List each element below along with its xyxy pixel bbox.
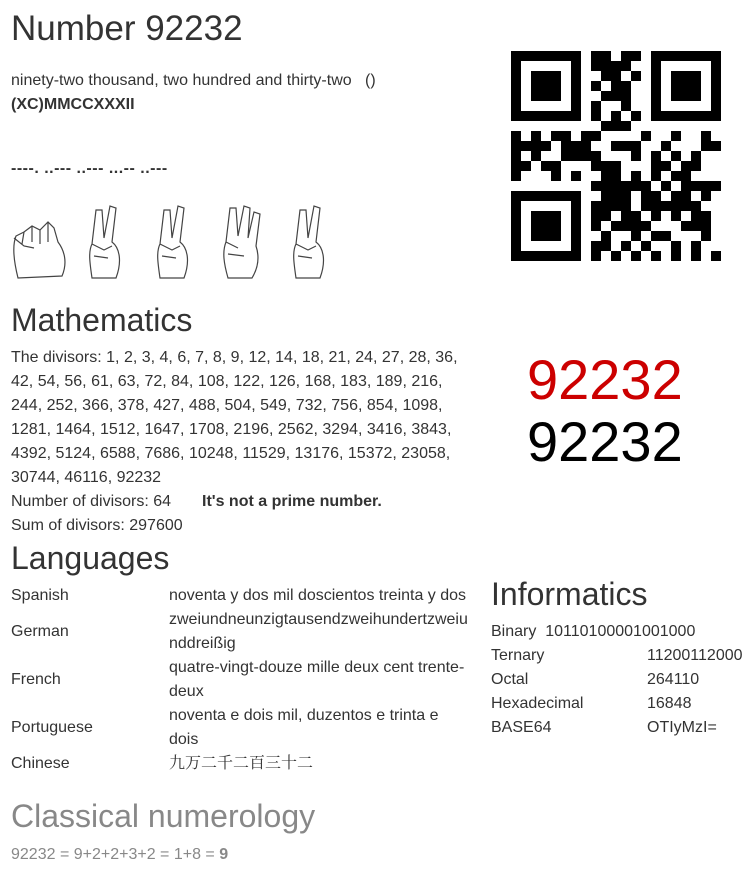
number-display-black: 92232 bbox=[527, 410, 683, 473]
roman-numeral: (XC)MMCCXXXII bbox=[11, 96, 135, 113]
languages-table bbox=[11, 584, 469, 776]
info-key: Octal bbox=[491, 671, 529, 688]
info-value: OTIyMzI= bbox=[647, 719, 717, 736]
page-title: Number 92232 bbox=[11, 9, 243, 48]
sign-language-icons bbox=[10, 202, 330, 282]
num-divisors: Number of divisors: 64 bbox=[11, 493, 172, 510]
numerology-line bbox=[11, 843, 228, 867]
info-key: Ternary bbox=[491, 647, 545, 664]
info-value: 264110 bbox=[647, 671, 700, 688]
language-value: noventa y dos mil doscientos treinta y dos bbox=[169, 587, 467, 604]
language-value: noventa e dois mil, duzentos e trinta e dois bbox=[169, 707, 439, 748]
qr-code bbox=[511, 51, 721, 266]
table-row bbox=[11, 704, 469, 752]
table-row bbox=[11, 608, 469, 656]
prime-note: It's not a prime number. bbox=[202, 493, 382, 510]
number-words-block bbox=[11, 69, 471, 117]
languages-heading: Languages bbox=[11, 540, 170, 576]
sign-language-row bbox=[10, 202, 330, 287]
info-value: 11200112000 bbox=[647, 647, 743, 664]
numerology-formula: 92232 = 9+2+2+3+2 = 1+8 = bbox=[11, 846, 215, 863]
table-row bbox=[491, 668, 743, 692]
table-row bbox=[491, 716, 743, 740]
divisors-list: 1, 2, 3, 4, 6, 7, 8, 9, 12, 14, 18, 21, 24, 27, 28, 36, 42, 54, 56, 61, 63, 72, 84, 108, 122, 126, 168, 183, 189, 216, 244, 252, 366, 378, 427, 488, 504, 549, 732, 756, 854, 1098, 1281, 1464, 1512, 1647, 1708, 2196, 2562, 3294, 3416, 3843, 4392, 5124, 6588, 7686, 10248, 11529, 13176, 15372, 23058, 30744, 46116, 92232 bbox=[11, 349, 458, 486]
info-value: 16848 bbox=[647, 695, 692, 712]
language-value: zweiundneunzigtausendzweihundertzweiunddreißig bbox=[169, 611, 468, 652]
sum-divisors: Sum of divisors: 297600 bbox=[11, 517, 183, 534]
morse-code: ----. ..--- ..--- ...-- ..--- bbox=[11, 160, 168, 177]
informatics-table bbox=[491, 644, 743, 740]
parens: () bbox=[364, 72, 376, 89]
binary-row bbox=[491, 620, 695, 644]
language-name: Chinese bbox=[11, 755, 70, 772]
number-display-red: 92232 bbox=[527, 348, 683, 411]
divisors-block bbox=[11, 346, 461, 490]
language-name: French bbox=[11, 671, 61, 688]
binary-label: Binary bbox=[491, 623, 537, 640]
language-name: Spanish bbox=[11, 587, 69, 604]
info-key: BASE64 bbox=[491, 719, 552, 736]
language-value: 九万二千二百三十二 bbox=[169, 755, 314, 772]
language-value: quatre-vingt-douze mille deux cent trente-deux bbox=[169, 659, 465, 700]
language-name: Portuguese bbox=[11, 719, 93, 736]
table-row bbox=[491, 644, 743, 668]
table-row bbox=[491, 692, 743, 716]
info-key: Hexadecimal bbox=[491, 695, 584, 712]
binary-value: 10110100001001000 bbox=[545, 623, 696, 640]
hand-sign-9-icon bbox=[14, 222, 65, 278]
hand-sign-3-icon bbox=[224, 206, 260, 278]
mathematics-heading: Mathematics bbox=[11, 302, 193, 338]
table-row bbox=[11, 656, 469, 704]
table-row bbox=[11, 584, 469, 608]
numerology-result: 9 bbox=[219, 846, 229, 863]
qr-code-icon bbox=[511, 51, 721, 261]
table-row bbox=[11, 752, 469, 776]
hand-sign-2-icon bbox=[158, 206, 188, 278]
divisors-label: The divisors: bbox=[11, 349, 102, 366]
numerology-heading: Classical numerology bbox=[11, 798, 316, 834]
hand-sign-2-icon bbox=[294, 206, 324, 278]
hand-sign-2-icon bbox=[90, 206, 120, 278]
informatics-heading: Informatics bbox=[491, 576, 648, 612]
number-words: ninety-two thousand, two hundred and thirty-two bbox=[11, 72, 352, 89]
language-name: German bbox=[11, 623, 69, 640]
